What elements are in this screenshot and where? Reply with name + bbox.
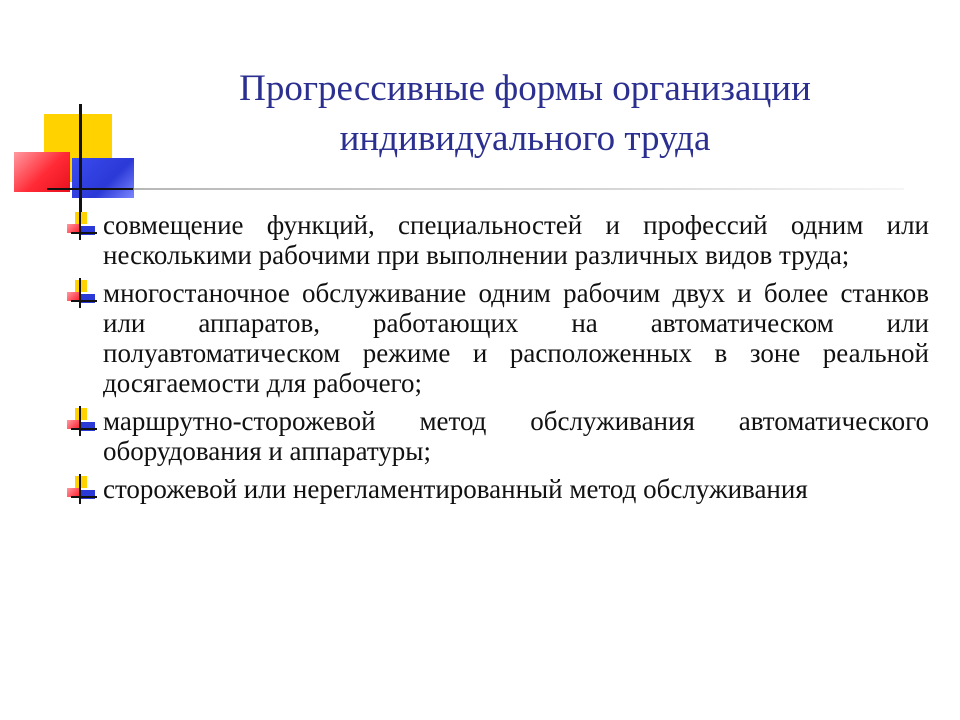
bullet-squares-icon — [65, 474, 99, 508]
list-item-text: маршрутно-сторожевой метод обслуживания автоматического оборудования и аппаратуры; — [103, 406, 929, 466]
logo-vertical-line — [79, 104, 82, 216]
slide-title-line-2: индивидуального труда — [339, 118, 711, 159]
list-item — [103, 406, 929, 466]
title-divider — [134, 188, 904, 190]
red-square — [14, 152, 70, 192]
corner-squares-logo-icon — [0, 0, 140, 210]
list-item — [103, 278, 929, 398]
bullet-squares-icon — [65, 210, 99, 244]
list-item — [103, 210, 929, 270]
logo-horizontal-line — [47, 188, 133, 190]
slide-title-line-1: Прогрессивные формы организации — [239, 68, 811, 109]
list-item-text: совмещение функций, специальностей и профессий одним или несколькими рабочими при выполнении различных видов труда; — [103, 210, 929, 270]
list-item — [103, 474, 929, 504]
bullet-squares-icon — [65, 406, 99, 440]
bullet-squares-icon — [65, 278, 99, 312]
slide-title — [130, 64, 920, 164]
list-item-text: сторожевой или нерегламентированный метод обслуживания — [103, 474, 808, 504]
bullet-list — [0, 210, 960, 512]
list-item-text: многостаночное обслуживание одним рабочим двух и более станков или аппаратов, работающих на автоматическом или полуавтоматическом режиме и расположенных в зоне реальной досягаемости для рабочего; — [103, 278, 929, 398]
